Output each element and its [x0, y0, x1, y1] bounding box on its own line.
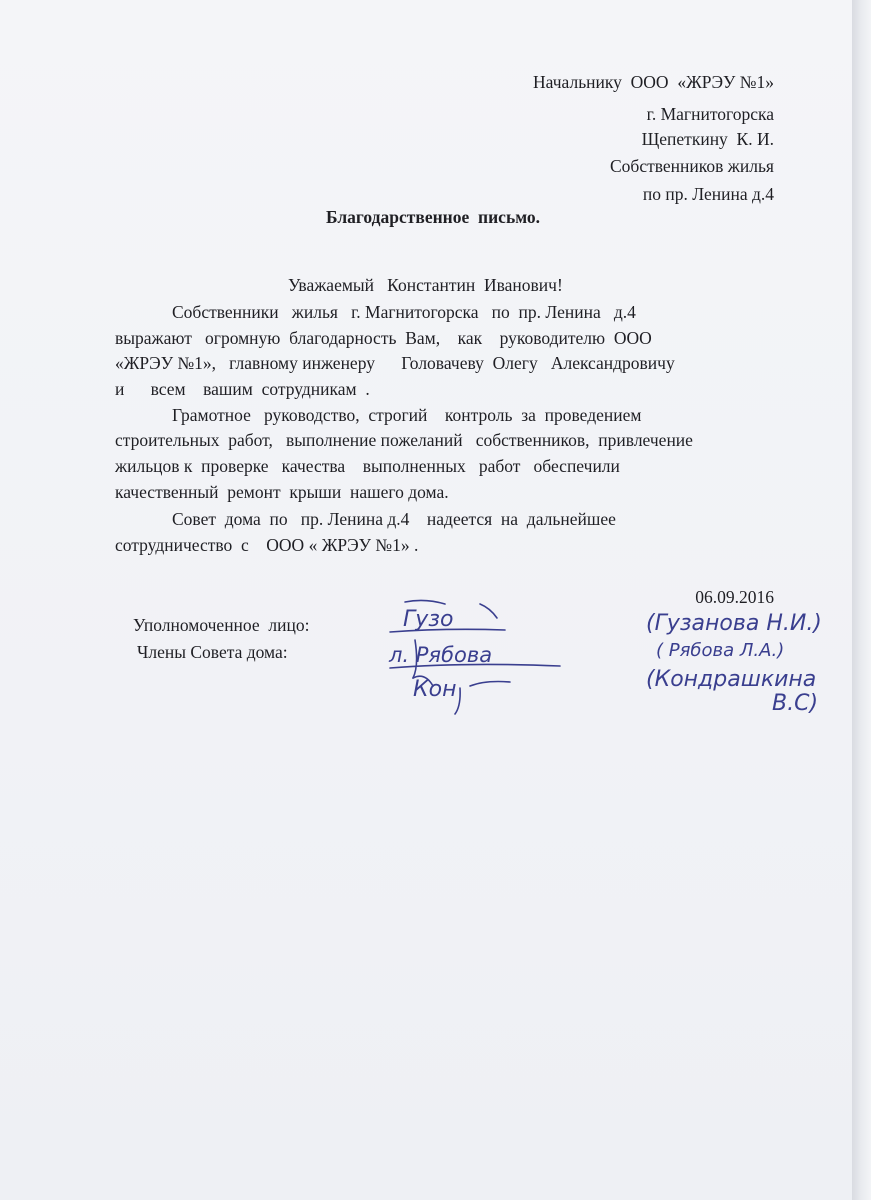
paragraph-line: сотрудничество с ООО « ЖРЭУ №1» . [115, 535, 419, 555]
paragraph-line: «ЖРЭУ №1», главному инженеру Головачеву Олегу Александровичу [115, 353, 675, 373]
authorized-person-label: Уполномоченное лицо: [133, 615, 310, 635]
handwritten-signatures [385, 596, 575, 726]
paragraph-line: строительных работ, выполнение пожеланий собственников, привлечение [115, 430, 693, 450]
council-members-label: Члены Совета дома: [137, 642, 288, 662]
sender-line-2: по пр. Ленина д.4 [642, 184, 774, 204]
handwritten-name-3b: В.С) [772, 691, 819, 716]
paragraph-line: и всем вашим сотрудникам . [115, 379, 370, 399]
page-edge [852, 0, 871, 1200]
signature-2: л. Рябова [389, 643, 493, 667]
paragraph-line: Грамотное руководство, строгий контроль за проведением [172, 405, 642, 425]
paragraph-line: Собственники жилья г. Магнитогорска по пр. Ленина д.4 [172, 302, 636, 322]
letter-date: 06.09.2016 [695, 587, 774, 607]
paragraph-line: жильцов к проверке качества выполненных работ обеспечили [115, 456, 620, 476]
addressee-line-2: г. Магнитогорска [646, 104, 774, 124]
paragraph-line: качественный ремонт крыши нашего дома. [115, 482, 449, 502]
salutation: Уважаемый Константин Иванович! [288, 275, 563, 295]
paragraph-line: Совет дома по пр. Ленина д.4 надеется на дальнейшее [172, 509, 616, 529]
handwritten-name-2: ( Рябова Л.А.) [656, 640, 785, 661]
handwritten-name-3: (Кондрашкина [646, 667, 817, 692]
signature-1: Гузо [403, 607, 454, 632]
addressee-line-1: Начальнику ООО «ЖРЭУ №1» [533, 72, 774, 92]
handwritten-names [640, 604, 845, 719]
sender-line-1: Собственников жилья [610, 156, 774, 176]
letter-title: Благодарственное письмо. [326, 207, 541, 227]
paragraph-line: выражают огромную благодарность Вам, как руководителю ООО [115, 328, 652, 348]
handwritten-name-1: (Гузанова Н.И.) [646, 611, 822, 636]
signature-3: Кон [413, 677, 457, 702]
addressee-line-3: Щепеткину К. И. [641, 129, 774, 149]
